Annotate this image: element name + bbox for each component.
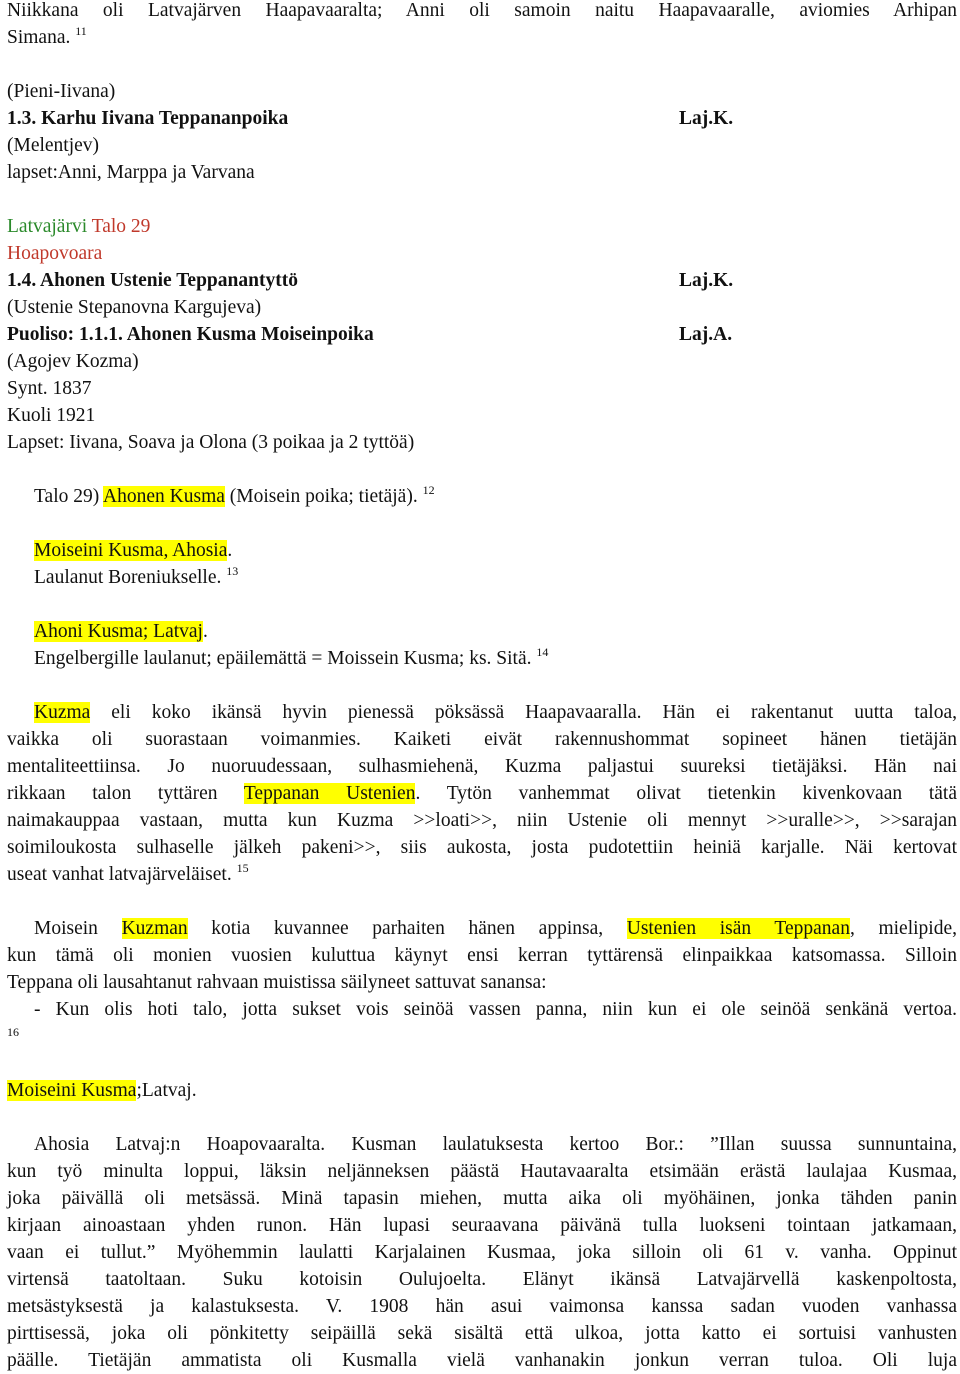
highlight-ahonen-kusma: Ahonen Kusma [103, 486, 225, 507]
para-17-line-1: Ahosia Latvaj:n Hoapovaaralta. Kusman laulatuksesta kertoo Bor.: ”Illan suussa sunnuntaina, [34, 1134, 957, 1155]
para-17-line-2: kun työ minulta loppui, läksin neljänneksen päästä Hautavaaralta etsimään erästä laulajaa Kusmaa, [7, 1161, 957, 1182]
entry-13-children: lapset:Anni, Marppa ja Varvana [7, 162, 255, 183]
entry-14-code: Laj.K. [679, 270, 734, 291]
entry-14-children: Lapset: Iivana, Soava ja Olona (3 poikaa ja 2 tyttöä) [7, 432, 415, 453]
entry-14-spouse-code: Laj.A. [679, 324, 733, 345]
entry-14-heading: 1.4. Ahonen Ustenie Teppanantyttö [7, 270, 298, 291]
intro-line-2: Simana. $^{11}$ [7, 24, 87, 48]
entry-14-spouse-russian: (Agojev Kozma) [7, 351, 139, 372]
note-14-text: Engelbergille laulanut; epäilemättä = Moissein Kusma; ks. Sitä. $^{14}$ [34, 645, 549, 669]
note-13-name: Moiseini Kusma, Ahosia. [34, 540, 233, 561]
note-13-text: Laulanut Boreniukselle. $^{13}$ [34, 564, 239, 588]
footnote-ref-13: 13 [226, 564, 239, 578]
para-17-line-7: metsästyksestä ja kalastuksesta. V. 1908 hän asui vaimonsa kanssa sadan vuoden vanhassa [7, 1296, 957, 1317]
footnote-ref-15: 15 [236, 861, 249, 875]
para-15-line-5: naimakauppaa vastaan, mutta kun Kuzma >>loati>>, niin Ustenie oli mennyt >>uralle>>, >>sarajan [7, 810, 957, 831]
place-village-house: Latvajärvi Talo 29 [7, 216, 151, 237]
para-16-footnote-line [7, 1023, 957, 1050]
entry-14-spouse-row [7, 321, 957, 348]
entry-14-heading-row [7, 267, 957, 294]
note-14-name: Ahoni Kusma; Latvaj. [34, 621, 208, 642]
para-16-line-1: Moisein Kuzman kotia kuvannee parhaiten hänen appinsa, Ustenien isän Teppanan, mielipide, [34, 918, 957, 939]
document-page [7, 0, 957, 1374]
para-16-line-2: kun tämä oli monien vuosien kuluttua käynyt ensi kerran tyttärensä elinpaikkaa katsomassa. Silloin [7, 945, 957, 966]
entry-13-heading-row [7, 105, 957, 132]
section-heading: Moiseini Kusma;Latvaj. [7, 1080, 197, 1101]
para-16-line-3: Teppana oli lausahtanut rahvaan muistissa säilyneet sattuvat sanansa: [7, 972, 547, 993]
intro-line-1: Niikkana oli Latvajärven Haapavaaralta; Anni oli samoin naitu Haapavaaralle, aviomies Arhipan [7, 0, 957, 21]
para-17-line-3: joka päivällä oli metsässä. Minä tapasin miehen, mutta aika oli myöhäinen, jonka tähden panin [7, 1188, 957, 1209]
para-15-line-6: soimiloukosta sulhaselle jälkeh pakeni>>, siis aukosta, josta pudotettiin heiniä karjalle. Näi kertovat [7, 837, 957, 858]
para-15-line-4: rikkaan talon tyttären Teppanan Ustenien. Tytön vanhemmat olivat tietenkin kivenkovaan tätä [7, 783, 957, 804]
entry-13-alias: (Pieni-Iivana) [7, 81, 116, 102]
para-17-line-9: päälle. Tietäjän ammatista oli Kusmalla vielä vanhanakin jonkun verran tuloa. Oli luja [7, 1350, 957, 1371]
para-17-line-4: kirjaan ainoastaan yhden runon. Hän lupasi seuraavana päivänä tulla luokseni tointaan jatkamaan, [7, 1215, 957, 1236]
para-16-line-4: - Kun olis hoti talo, jotta sukset vois seinöä vassen panna, niin kun ei ole seinöä senkänä vertoa. [34, 999, 957, 1020]
para-15-line-2: vaikka oli suorastaan voimanmies. Kaiketi eivät rakennushommat sopineet hänen tietäjän [7, 729, 957, 750]
entry-13-code: Laj.K. [679, 108, 734, 129]
para-15-line-3: mentaliteettiinsa. Jo nuoruudessaan, sulhasmiehenä, Kuzma paljastui suureksi tietäjäksi. Hän nai [7, 756, 957, 777]
footnote-ref-16: 16 [7, 1025, 19, 1039]
entry-13-heading: 1.3. Karhu Iivana Teppananpoika [7, 108, 289, 129]
footnote-ref-12: 12 [422, 483, 435, 497]
entry-14-died: Kuoli 1921 [7, 405, 96, 426]
entry-14-spouse: Puoliso: 1.1.1. Ahonen Kusma Moiseinpoika [7, 324, 374, 345]
para-15-line-7: useat vanhat latvajärveläiset. $^{15}$ [7, 861, 249, 885]
entry-13-russian: (Melentjev) [7, 135, 100, 156]
entry-14-russian: (Ustenie Stepanovna Kargujeva) [7, 297, 262, 318]
para-17-line-6: virtensä taatoltaan. Suku kotoisin Oulujoelta. Elänyt ikänsä Latvajärvellä kaskenpoltosta, [7, 1269, 957, 1290]
footnote-ref-14: 14 [536, 645, 549, 659]
place-farm: Hoapovoara [7, 243, 103, 264]
para-17-line-8: pirttisessä, joka oli pönkitetty seipäillä sekä sisältä että ulkoa, jotta katto ei sortuisi vanhusten [7, 1323, 957, 1344]
footnote-ref-11: 11 [75, 24, 87, 38]
talo-line: Talo 29) Ahonen Kusma (Moisein poika; tietäjä). $^{12}$ [34, 483, 435, 507]
para-17-line-5: vaan ei tullut.” Myöhemmin laulatti Karjalainen Kusmaa, joka silloin oli 61 v. vanha. Oppinut [7, 1242, 957, 1263]
entry-14-born: Synt. 1837 [7, 378, 92, 399]
para-15-line-1: Kuzma eli koko ikänsä hyvin pienessä pöksässä Haapavaaralla. Hän ei rakentanut uutta taloa, [34, 702, 957, 723]
